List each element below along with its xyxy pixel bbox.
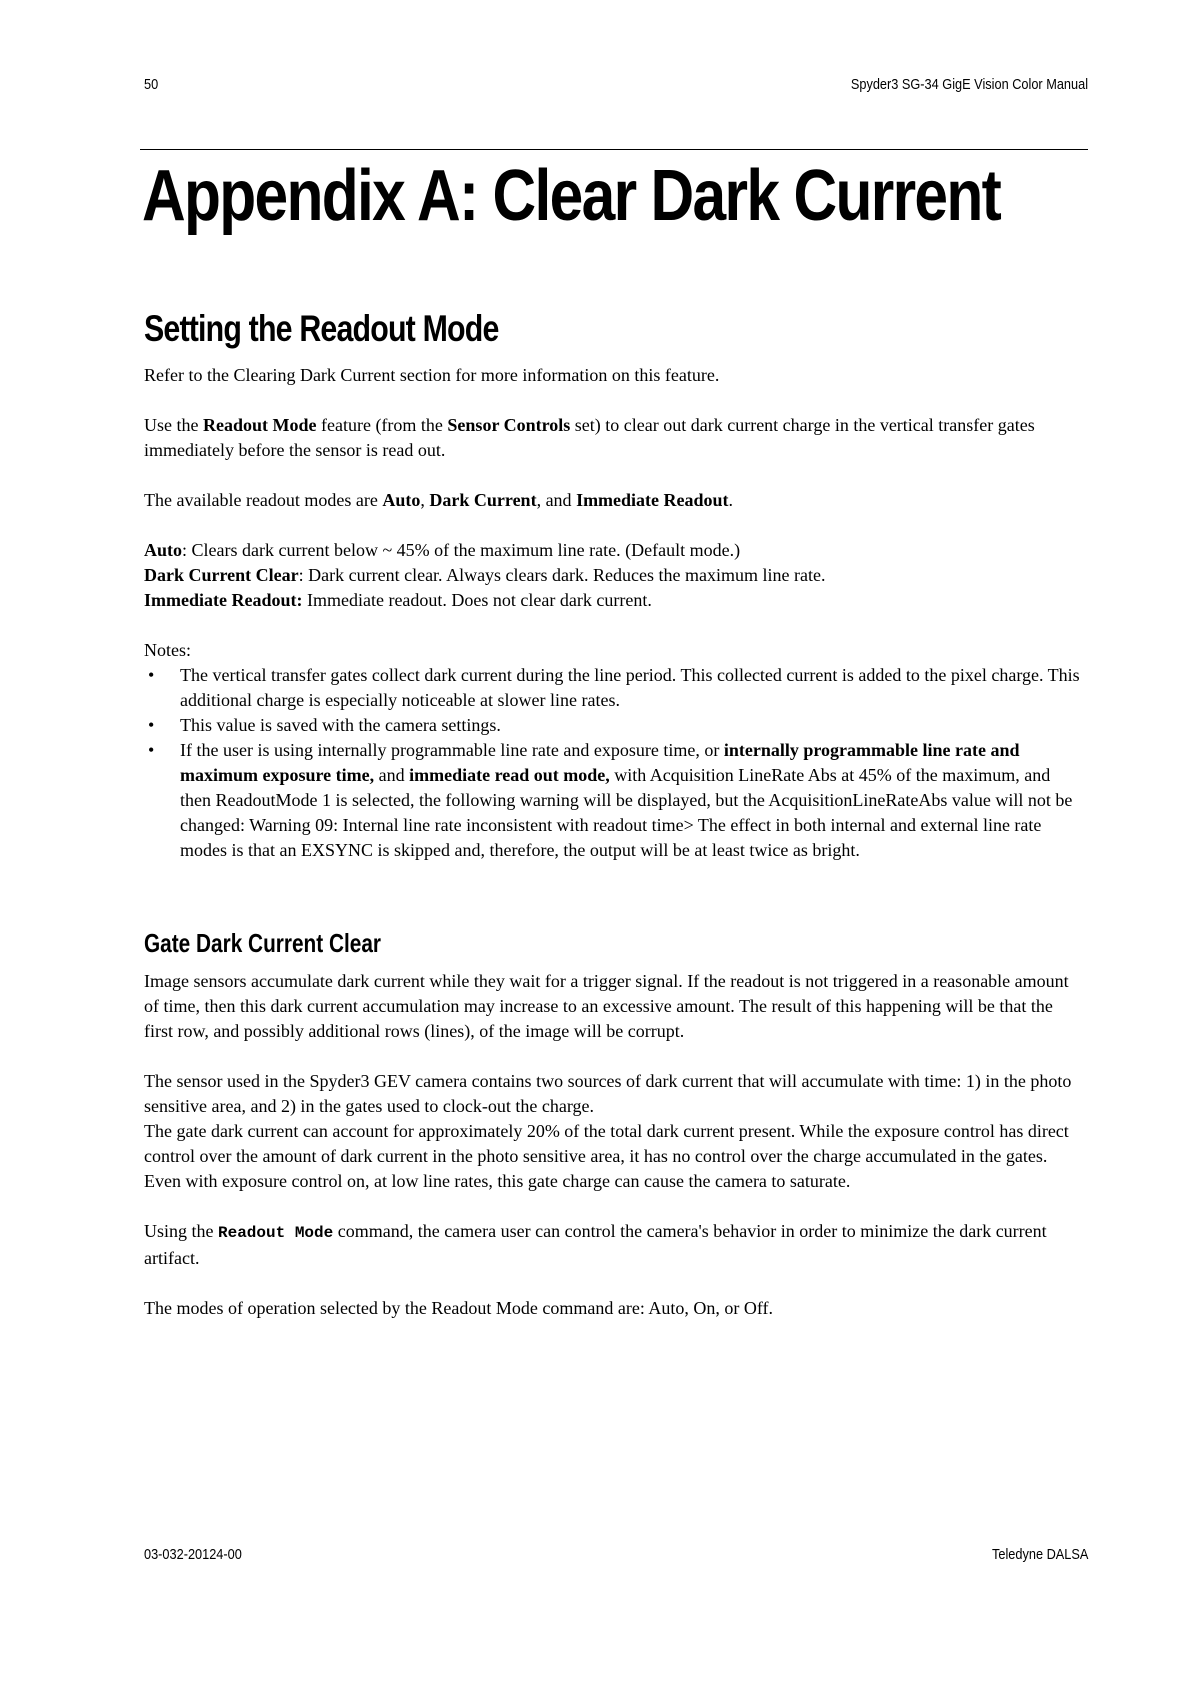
paragraph: The gate dark current can account for approximately 20% of the total dark current present. While the exposure control has direct control over the amount of dark current in the photo sensitive area, it has no control over the charge accumulated in the gates. Even with exposure control on, at low line rates, this gate charge can cause the camera to saturate. xyxy=(144,1121,1069,1191)
bullet-icon: • xyxy=(148,665,155,685)
paragraph: Use the Readout Mode feature (from the Sensor Controls set) to clear out dark current charge in the vertical transfer gates immediately before the sensor is read out. xyxy=(144,415,1035,460)
notes-list xyxy=(144,663,1084,863)
page-number: 50 xyxy=(144,76,159,93)
page-title: Appendix A: Clear Dark Current xyxy=(142,156,1001,236)
term-readout-mode: Readout Mode xyxy=(202,415,317,435)
mode-item: Auto: Clears dark current below ~ 45% of the maximum line rate. (Default mode.) xyxy=(144,540,741,560)
code-readout-mode: Readout Mode xyxy=(218,1224,334,1242)
mode-item: Dark Current Clear: Dark current clear. Always clears dark. Reduces the maximum line rate. xyxy=(144,565,826,585)
mode-list xyxy=(144,538,1084,613)
list-item: • If the user is using internally programmable line rate and exposure time, or internally programmable line rate and maximum exposure time, and immediate read out mode, with Acquisition LineRate Abs at 45% of the maximum, and then ReadoutMode 1 is selected, the following warning will be displayed, but the AcquisitionLineRateAbs value will not be changed: Warning 09: Internal line rate inconsistent with readout time> The effect in both internal and external line rate modes is that an EXSYNC is skipped and, therefore, the output will be at least twice as bright. xyxy=(148,740,1073,860)
paragraph: The sensor used in the Spyder3 GEV camera contains two sources of dark current that will accumulate with time: 1) in the photo sensitive area, and 2) in the gates used to clock-out the charge. xyxy=(144,1071,1072,1116)
section-gate-dark-current-body xyxy=(144,969,1084,1321)
header-divider xyxy=(140,149,1088,150)
list-item: • This value is saved with the camera settings. xyxy=(144,713,1084,738)
paragraph: Refer to the Clearing Dark Current section for more information on this feature. xyxy=(144,365,720,385)
section-heading-readout-mode: Setting the Readout Mode xyxy=(144,308,499,349)
company-name: Teledyne DALSA xyxy=(991,1546,1088,1563)
paragraph: Using the Readout Mode command, the camera user can control the camera's behavior in order to minimize the dark current artifact. xyxy=(144,1221,1047,1268)
paragraph: The available readout modes are Auto, Dark Current, and Immediate Readout. xyxy=(144,490,734,510)
document-number: 03-032-20124-00 xyxy=(144,1546,242,1563)
bullet-icon: • xyxy=(148,740,155,760)
mode-item: Immediate Readout: Immediate readout. Does not clear dark current. xyxy=(144,590,652,610)
list-item: • The vertical transfer gates collect dark current during the line period. This collected current is added to the pixel charge. This additional charge is especially noticeable at slower line rates. xyxy=(148,665,1080,710)
notes-label: Notes: xyxy=(144,640,191,660)
paragraph: The modes of operation selected by the Readout Mode command are: Auto, On, or Off. xyxy=(144,1298,773,1318)
manual-title: Spyder3 SG-34 GigE Vision Color Manual xyxy=(850,76,1088,93)
paragraph: Image sensors accumulate dark current while they wait for a trigger signal. If the readout is not triggered in a reasonable amount of time, then this dark current accumulation may increase to an excessive amount. The result of this happening will be that the first row, and possibly additional rows (lines), of the image will be corrupt. xyxy=(144,971,1069,1041)
section-heading-gate-dark-current: Gate Dark Current Clear xyxy=(144,928,381,958)
term-sensor-controls: Sensor Controls xyxy=(447,415,571,435)
bullet-icon: • xyxy=(148,715,155,735)
section-readout-mode-body xyxy=(144,363,1084,863)
